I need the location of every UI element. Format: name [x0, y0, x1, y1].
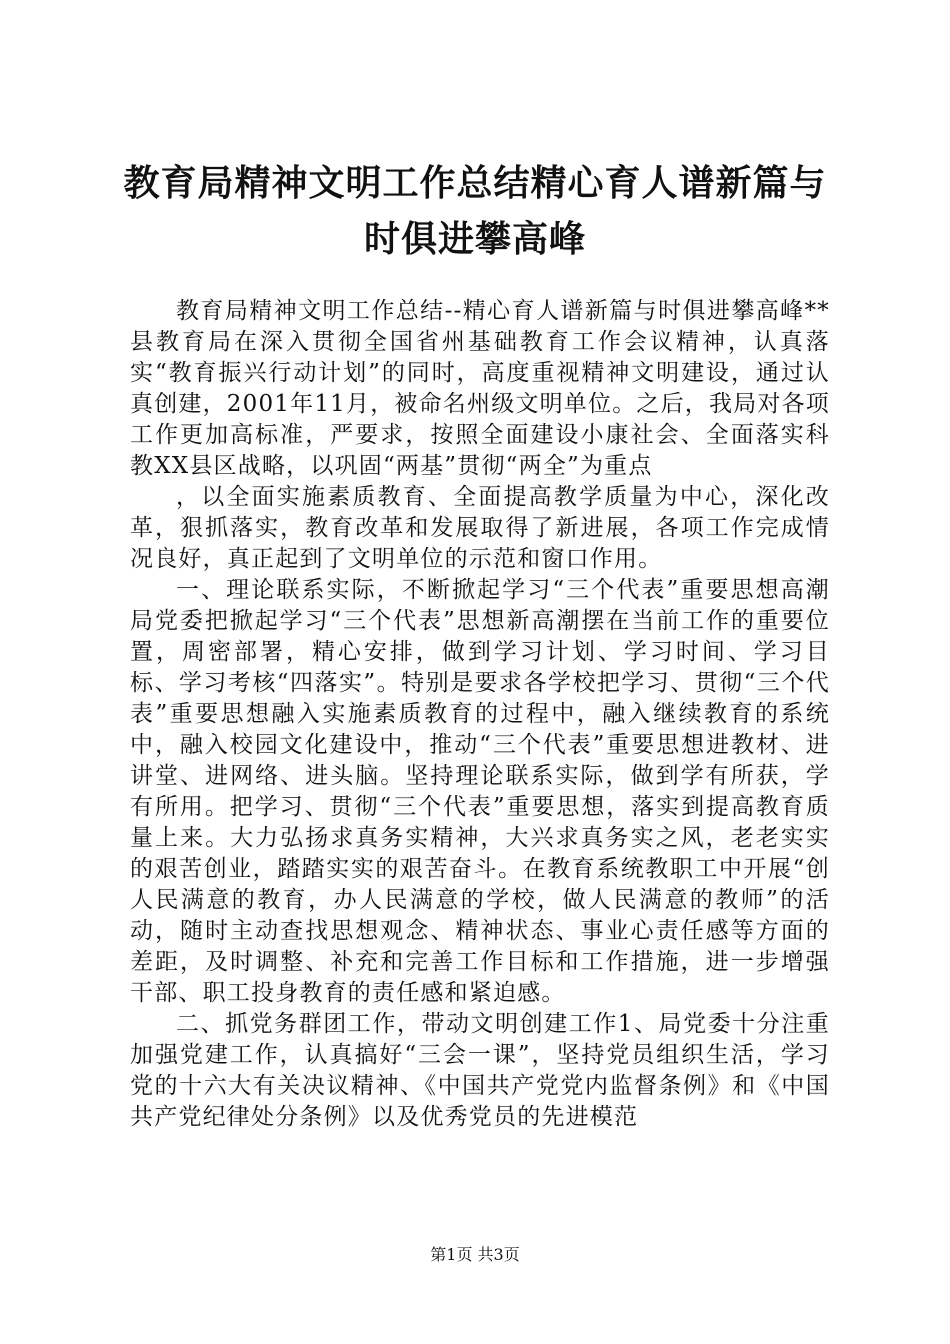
paragraph-continuation: ，以全面实施素质教育、全面提高教学质量为中心，深化改革，狠抓落实，教育改革和发展取得了新进展，各项工作完成情况良好，真正起到了文明单位的示范和窗口作用。 — [130, 484, 830, 572]
document-title: 教育局精神文明工作总结精心育人谱新篇与时俱进攀高峰 — [123, 163, 827, 260]
paragraph-intro: 教育局精神文明工作总结--精心育人谱新篇与时俱进攀高峰**县教育局在深入贯彻全国省州基础教育工作会议精神，认真落实“教育振兴行动计划”的同时，高度重视精神文明建设，通过认真创建，2001年11月，被命名州级文明单位。之后，我局对各项工作更加高标准，严要求，按照全面建设小康社会、全面落实科教XX县区战略，以巩固“两基”贯彻“两全”为重点 — [130, 298, 830, 479]
page-number-footer: 第1页 共3页 — [430, 1245, 520, 1264]
paragraph-section-two: 二、抓党务群团工作，带动文明创建工作1、局党委十分注重加强党建工作，认真搞好“三会一课”，坚持党员组织生活，学习党的十六大有关决议精神、《中国共产党党内监督条例》和《中国共产党纪律处分条例》以及优秀党员的先进模范 — [130, 1011, 830, 1130]
paragraph-section-one: 一、理论联系实际，不断掀起学习“三个代表”重要思想高潮局党委把掀起学习“三个代表”思想新高潮摆在当前工作的重要位置，周密部署，精心安排，做到学习计划、学习时间、学习目标、学习考核“四落实”。特别是要求各学校把学习、贯彻“三个代表”重要思想融入实施素质教育的过程中，融入继续教育的系统中，融入校园文化建设中，推动“三个代表”重要思想进教材、进讲堂、进网络、进头脑。坚持理论联系实际，做到学有所获，学有所用。把学习、贯彻“三个代表”重要思想，落实到提高教育质量上来。大力弘扬求真务实精神，大兴求真务实之风，老老实实的艰苦创业，踏踏实实的艰苦奋斗。在教育系统教职工中开展“创人民满意的教育，办人民满意的学校，做人民满意的教师”的活动，随时主动查找思想观念、精神状态、事业心责任感等方面的差距，及时调整、补充和完善工作目标和工作措施，进一步增强干部、职工投身教育的责任感和紧迫感。 — [130, 577, 830, 1006]
document-body — [130, 296, 830, 1133]
